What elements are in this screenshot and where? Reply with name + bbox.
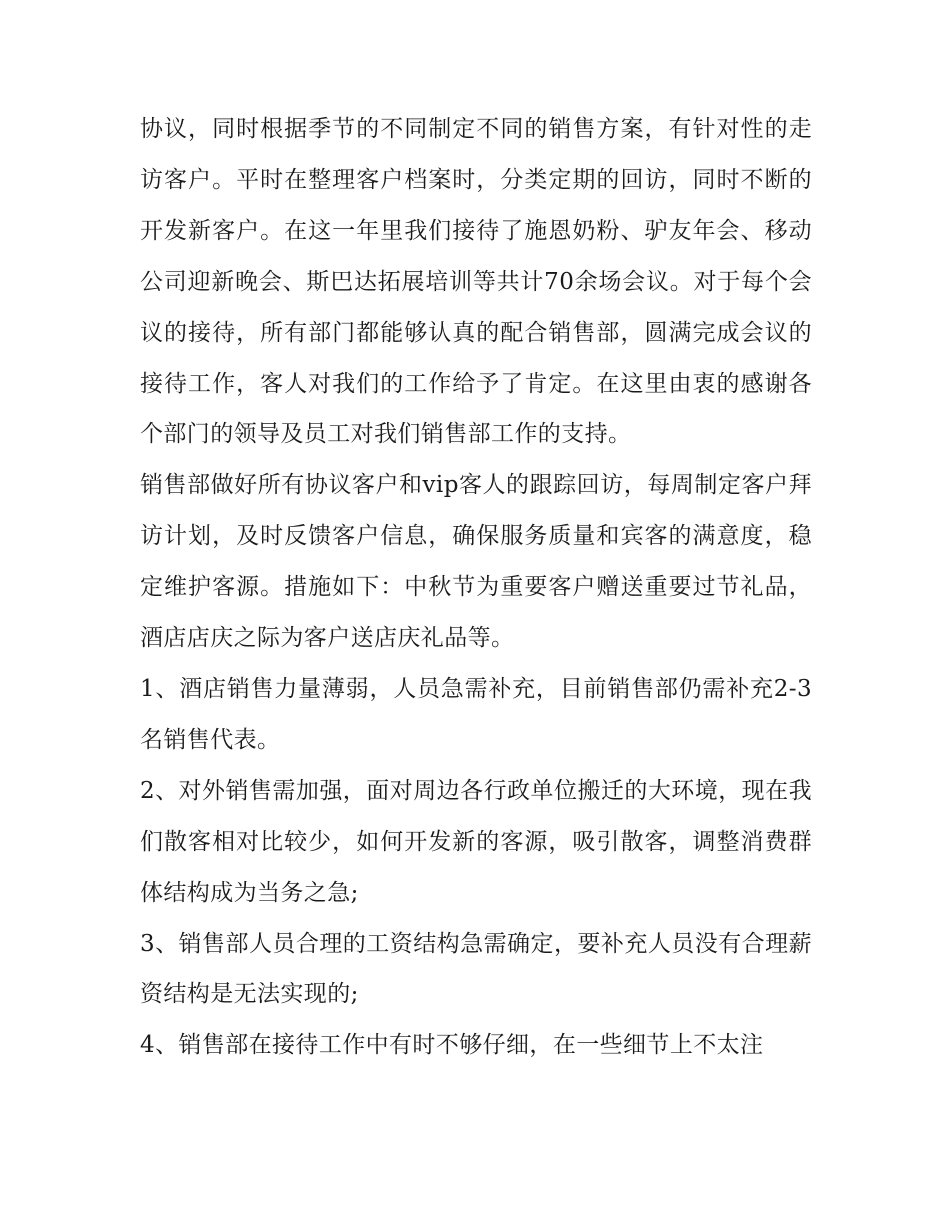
document-page bbox=[140, 104, 812, 1071]
paragraph-issue-1: 1、酒店销售力量薄弱，人员急需补充，目前销售部仍需补充2-3名销售代表。 bbox=[140, 675, 812, 753]
paragraph-meeting-reception: 协议，同时根据季节的不同制定不同的销售方案，有针对性的走访客户。平时在整理客户档案时，分类定期的回访，同时不断的开发新客户。在这一年里我们接待了施恩奶粉、驴友年会、移动公司迎新晚会、斯巴达拓展培训等共计70余场会议。对于每个会议的接待，所有部门都能够认真的配合销售部，圆满完成会议的接待工作，客人对我们的工作给予了肯定。在这里由衷的感谢各个部门的领导及员工对我们销售部工作的支持。 bbox=[140, 116, 812, 448]
paragraph-issue-3: 3、销售部人员合理的工资结构急需确定，要补充人员没有合理薪资结构是无法实现的; bbox=[140, 930, 812, 1008]
paragraph-client-follow-up: 销售部做好所有协议客户和vip客人的跟踪回访，每周制定客户拜访计划，及时反馈客户信息，确保服务质量和宾客的满意度，稳定维护客源。措施如下：中秋节为重要客户赠送重要过节礼品，酒店店庆之际为客户送店庆礼品等。 bbox=[140, 472, 812, 652]
paragraph-issue-2: 2、对外销售需加强，面对周边各行政单位搬迁的大环境，现在我们散客相对比较少，如何开发新的客源，吸引散客，调整消费群体结构成为当务之急; bbox=[140, 777, 812, 906]
paragraph-issue-4: 4、销售部在接待工作中有时不够仔细，在一些细节上不太注 bbox=[140, 1032, 764, 1059]
